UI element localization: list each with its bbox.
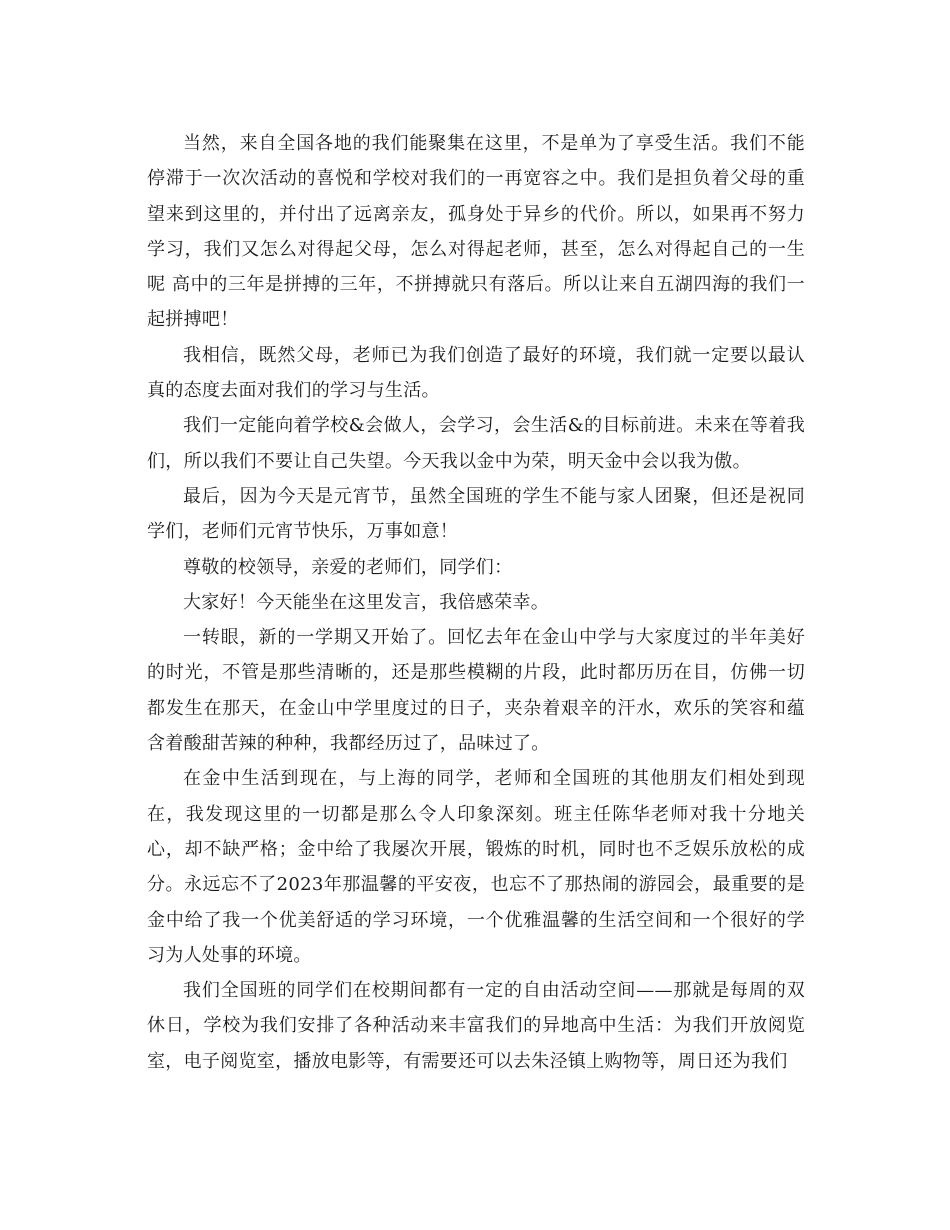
- paragraph-6: 大家好！今天能坐在这里发言，我倍感荣幸。: [183, 591, 549, 613]
- paragraph-5: 尊敬的校领导，亲爱的老师们，同学们：: [183, 556, 513, 578]
- paragraph-8: 在金中生活到现在，与上海的同学，老师和全国班的其他朋友们相处到现在，我发现这里的一切都是那么令人印象深刻。班主任陈华老师对我十分地关心，却不缺严格；金中给了我屡次开展，锻炼的时机，同时也不乏娱乐放松的成分。永远忘不了2023年那温馨的平安夜，也忘不了那热闹的游园会，最重要的是金中给了我一个优美舒适的学习环境，一个优雅温馨的生活空间和一个很好的学习为人处事的环境。: [147, 768, 805, 966]
- document-page: [147, 126, 805, 1079]
- paragraph-3: 我们一定能向着学校&会做人，会学习，会生活&的目标前进。未来在等着我们，所以我们不要让自己失望。今天我以金中为荣，明天金中会以我为傲。: [147, 415, 805, 472]
- paragraph-9: 我们全国班的同学们在校期间都有一定的自由活动空间——那就是每周的双休日，学校为我们安排了各种活动来丰富我们的异地高中生活：为我们开放阅览室，电子阅览室，播放电影等，有需要还可以去朱泾镇上购物等，周日还为我们: [147, 980, 805, 1072]
- paragraph-7: 一转眼，新的一学期又开始了。回忆去年在金山中学与大家度过的半年美好的时光，不管是那些清晰的，还是那些模糊的片段，此时都历历在目，仿佛一切都发生在那天，在金山中学里度过的日子，夹杂着艰辛的汗水，欢乐的笑容和蕴含着酸甜苦辣的种种，我都经历过了，品味过了。: [147, 627, 805, 755]
- paragraph-1: 当然，来自全国各地的我们能聚集在这里，不是单为了享受生活。我们不能停滞于一次次活动的喜悦和学校对我们的一再宽容之中。我们是担负着父母的重望来到这里的，并付出了远离亲友，孤身处于异乡的代价。所以，如果再不努力学习，我们又怎么对得起父母，怎么对得起老师，甚至，怎么对得起自己的一生呢 高中的三年是拼搏的三年，不拼搏就只有落后。所以让来自五湖四海的我们一起拼搏吧！: [147, 133, 805, 331]
- paragraph-2: 我相信，既然父母，老师已为我们创造了最好的环境，我们就一定要以最认真的态度去面对我们的学习与生活。: [147, 344, 805, 402]
- paragraph-4: 最后，因为今天是元宵节，虽然全国班的学生不能与家人团聚，但还是祝同学们，老师们元宵节快乐，万事如意！: [147, 485, 805, 543]
